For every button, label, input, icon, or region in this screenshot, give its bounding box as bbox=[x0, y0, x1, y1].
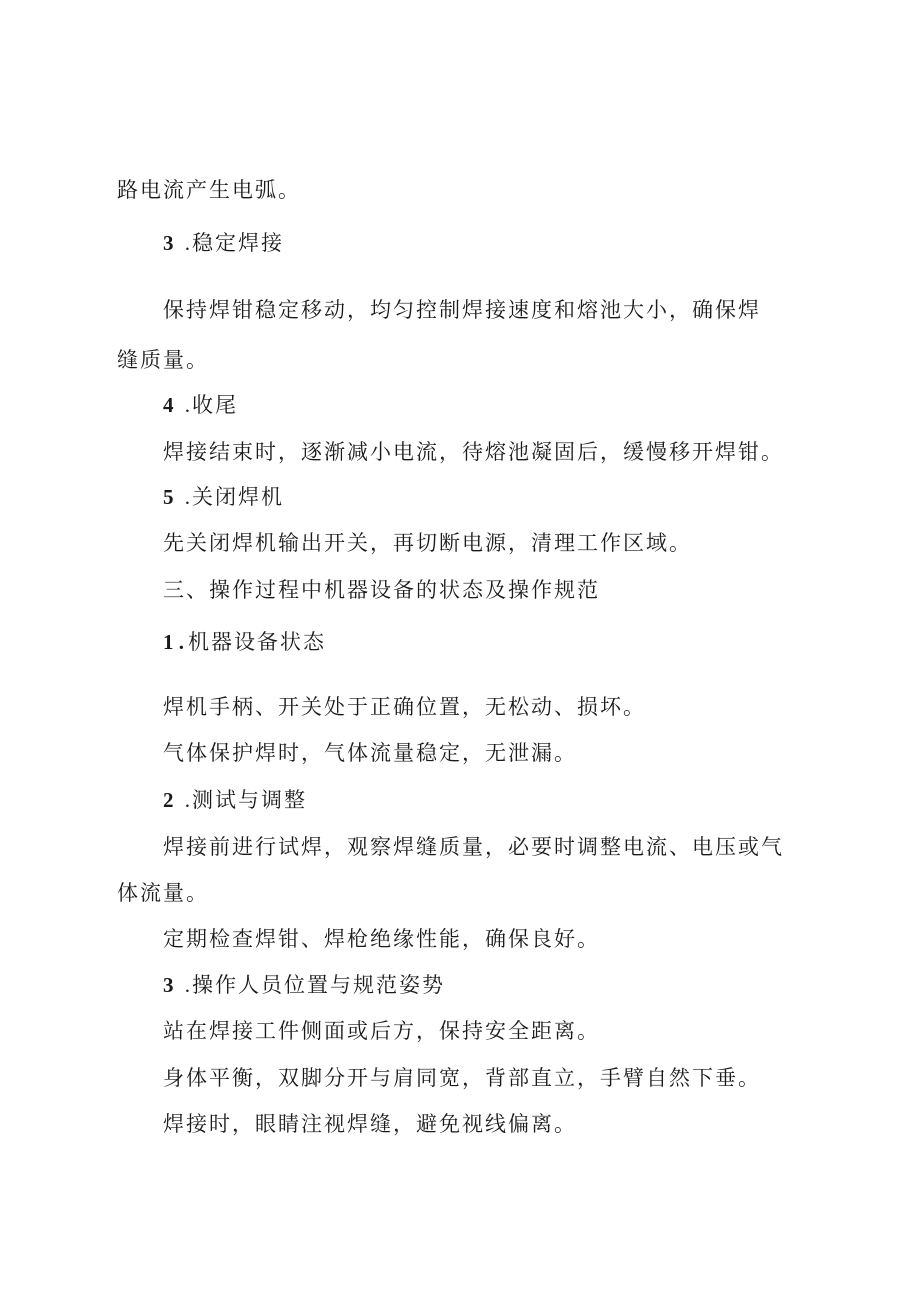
paragraph-line: 定期检查焊钳、焊枪绝缘性能，确保良好。 bbox=[163, 927, 600, 951]
paragraph-line: 焊机手柄、开关处于正确位置，无松动、损坏。 bbox=[163, 695, 646, 719]
section-title: 机器设备状态 bbox=[188, 630, 326, 654]
paragraph-line: 焊接前进行试焊，观察焊缝质量，必要时调整电流、电压或气 bbox=[163, 835, 784, 859]
section-number: 4 bbox=[163, 393, 174, 417]
paragraph-line: 气体保护焊时，气体流量稳定，无泄漏。 bbox=[163, 741, 577, 765]
section-heading bbox=[163, 973, 445, 997]
section-title: .稳定焊接 bbox=[177, 231, 284, 255]
paragraph-line: 站在焊接工件侧面或后方，保持安全距离。 bbox=[163, 1019, 600, 1043]
section-heading bbox=[163, 788, 307, 812]
section-heading bbox=[163, 630, 326, 654]
section-title: .操作人员位置与规范姿势 bbox=[177, 973, 445, 997]
section-heading bbox=[163, 231, 284, 255]
section-number: 1 . bbox=[163, 630, 184, 654]
section-number: 3 bbox=[163, 231, 174, 255]
paragraph-line: 体流量。 bbox=[117, 881, 209, 905]
paragraph-line: 路电流产生电弧。 bbox=[117, 178, 301, 202]
paragraph-line: 保持焊钳稳定移动，均匀控制焊接速度和熔池大小，确保焊 bbox=[163, 298, 761, 322]
section-title: .关闭焊机 bbox=[177, 485, 284, 509]
section-number: 3 bbox=[163, 973, 174, 997]
paragraph-line: 焊接时，眼睛注视焊缝，避免视线偏离。 bbox=[163, 1112, 577, 1136]
chapter-heading: 三、操作过程中机器设备的状态及操作规范 bbox=[163, 578, 600, 602]
section-title: .测试与调整 bbox=[177, 788, 307, 812]
paragraph-line: 缝质量。 bbox=[117, 348, 209, 372]
paragraph-line: 焊接结束时，逐渐减小电流，待熔池凝固后，缓慢移开焊钳。 bbox=[163, 440, 784, 464]
section-heading bbox=[163, 393, 238, 417]
paragraph-line: 身体平衡，双脚分开与肩同宽，背部直立，手臂自然下垂。 bbox=[163, 1066, 761, 1090]
section-heading bbox=[163, 485, 284, 509]
section-number: 5 bbox=[163, 485, 174, 509]
section-title: .收尾 bbox=[177, 393, 238, 417]
paragraph-line: 先关闭焊机输出开关，再切断电源，清理工作区域。 bbox=[163, 531, 692, 555]
section-number: 2 bbox=[163, 788, 174, 812]
